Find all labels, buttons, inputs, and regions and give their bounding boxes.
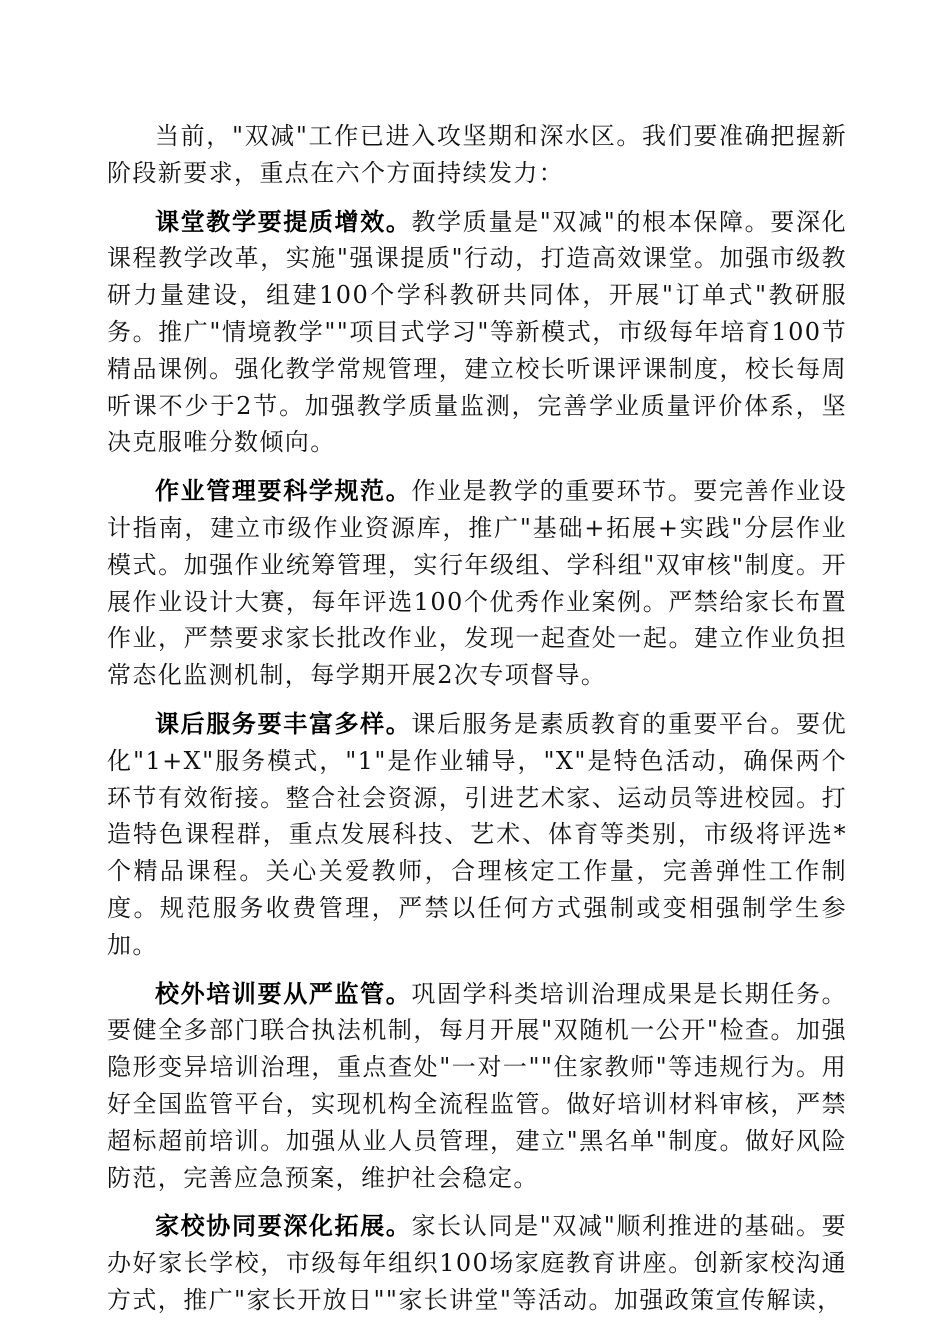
section-heading: 作业管理要科学规范。 xyxy=(155,477,412,506)
section-body: 巩固学科类培训治理成果是长期任务。要健全多部门联合执法机制，每月开展"双随机一公开"检查。加强隐形变异培训治理，重点查处"一对一""住家教师"等违规行为。用好全国监管平台，实现机构全流程监管。做好培训材料审核，严禁超标超前培训。加强从业人员管理，建立"黑名单"制度。做好风险防范，完善应急预案，维护社会稳定。 xyxy=(107,979,847,1192)
intro-paragraph xyxy=(107,118,847,192)
intro-text: 当前，"双减"工作已进入攻坚期和深水区。我们要准确把握新阶段新要求，重点在六个方面持续发力： xyxy=(107,122,847,187)
section-heading: 课堂教学要提质增效。 xyxy=(155,207,412,236)
document-body xyxy=(107,118,847,1331)
section-body: 家长认同是"双减"顺利推进的基础。要办好家长学校，市级每年组织100场家庭教育讲座。创新家校沟通方式，推广"家长开放日""家长讲堂"等活动。加强政策宣传解读， xyxy=(107,1212,848,1314)
section-paragraph-classroom xyxy=(107,204,847,462)
section-heading: 家校协同要深化拓展。 xyxy=(155,1212,412,1241)
section-heading: 课后服务要丰富多样。 xyxy=(155,709,412,738)
section-paragraph-after-school xyxy=(107,706,847,964)
section-heading: 校外培训要从严监管。 xyxy=(155,979,412,1008)
section-paragraph-homework xyxy=(107,473,847,694)
section-body: 作业是教学的重要环节。要完善作业设计指南，建立市级作业资源库，推广"基础+拓展+实践"分层作业模式。加强作业统筹管理，实行年级组、学科组"双审核"制度。开展作业设计大赛，每年评选100个优秀作业案例。严禁给家长布置作业，严禁要求家长批改作业，发现一起查处一起。建立作业负担常态化监测机制，每学期开展2次专项督导。 xyxy=(107,477,847,690)
section-body: 教学质量是"双减"的根本保障。要深化课程教学改革，实施"强课提质"行动，打造高效课堂。加强市级教研力量建设，组建100个学科教研共同体，开展"订单式"教研服务。推广"情境教学""项目式学习"等新模式，市级每年培育100节精品课例。强化教学常规管理，建立校长听课评课制度，校长每周听课不少于2节。加强教学质量监测，完善学业质量评价体系，坚决克服唯分数倾向。 xyxy=(107,207,848,457)
section-paragraph-home-school xyxy=(107,1208,847,1318)
section-body: 课后服务是素质教育的重要平台。要优化"1+X"服务模式，"1"是作业辅导，"X"是特色活动，确保两个环节有效衔接。整合社会资源，引进艺术家、运动员等进校园。打造特色课程群，重点发展科技、艺术、体育等类别，市级将评选*个精品课程。关心关爱教师，合理核定工作量，完善弹性工作制度。规范服务收费管理，严禁以任何方式强制或变相强制学生参加。 xyxy=(107,709,847,959)
section-paragraph-off-campus xyxy=(107,976,847,1197)
